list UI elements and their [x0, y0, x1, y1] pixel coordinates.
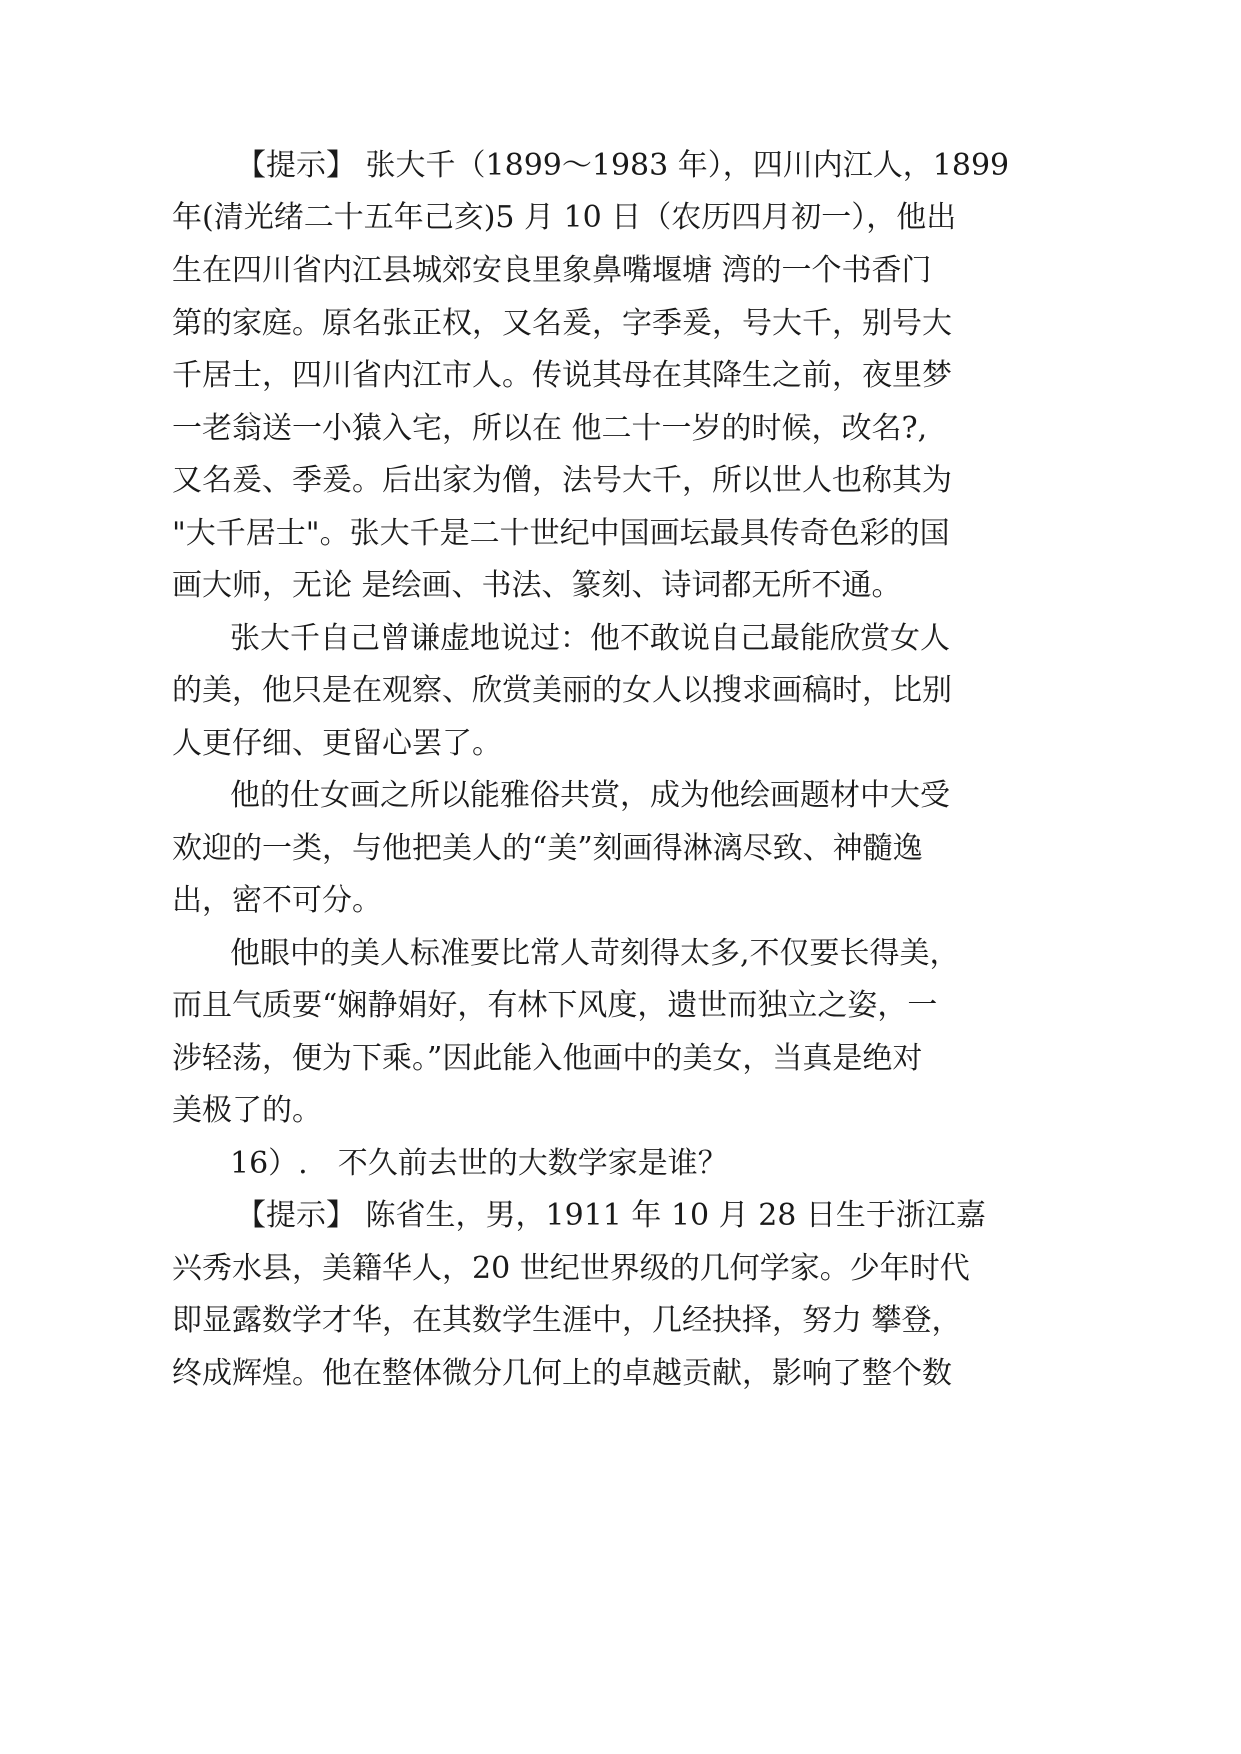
- text-line-23: 即显露数学才华，在其数学生涯中，几经抉择，努力 攀登，: [172, 1303, 962, 1338]
- text-line-17: 而且气质要“娴静娟好，有林下风度，遗世而独立之姿，一: [172, 988, 938, 1023]
- text-line-9: 画大师，无论 是绘画、书法、篆刻、诗词都无所不通。: [172, 568, 902, 603]
- text-line-2: 年(清光绪二十五年己亥)5 月 10 日（农历四月初一），他出: [172, 200, 957, 235]
- text-line-11: 的美，他只是在观察、欣赏美丽的女人以搜求画稿时，比别: [172, 673, 952, 708]
- text-line-18: 涉轻荡，便为下乘。”因此能入他画中的美女，当真是绝对: [172, 1041, 923, 1076]
- text-line-1: 【提示】 张大千（1899～1983 年），四川内江人，1899: [236, 148, 1010, 183]
- text-line-8: "大千居士"。张大千是二十世纪中国画坛最具传奇色彩的国: [172, 516, 950, 551]
- text-line-14: 欢迎的一类，与他把美人的“美”刻画得淋漓尽致、神髓逸: [172, 831, 923, 866]
- text-line-5: 千居士，四川省内江市人。传说其母在其降生之前，夜里梦: [172, 358, 952, 393]
- text-line-3: 生在四川省内江县城郊安良里象鼻嘴堰塘 湾的一个书香门: [172, 253, 932, 288]
- text-line-13: 他的仕女画之所以能雅俗共赏，成为他绘画题材中大受: [230, 778, 950, 813]
- text-line-21: 【提示】 陈省生，男，1911 年 10 月 28 日生于浙江嘉: [236, 1198, 986, 1233]
- text-line-4: 第的家庭。原名张正权，又名爰，字季爰，号大千，别号大: [172, 306, 952, 341]
- text-line-22: 兴秀水县，美籍华人，20 世纪世界级的几何学家。少年时代: [172, 1251, 970, 1286]
- text-line-12: 人更仔细、更留心罢了。: [172, 726, 502, 761]
- text-line-19: 美极了的。: [172, 1093, 322, 1128]
- text-line-16: 他眼中的美人标准要比常人苛刻得太多,不仅要长得美，: [230, 936, 960, 971]
- text-line-10: 张大千自己曾谦虚地说过：他不敢说自己最能欣赏女人: [230, 621, 950, 656]
- text-line-24: 终成辉煌。他在整体微分几何上的卓越贡献，影响了整个数: [172, 1356, 952, 1391]
- text-line-15: 出，密不可分。: [172, 883, 382, 918]
- text-line-7: 又名爰、季爰。后出家为僧，法号大千，所以世人也称其为: [172, 463, 952, 498]
- question-heading: 16）. 不久前去世的大数学家是谁？: [230, 1146, 728, 1181]
- text-line-6: 一老翁送一小猿入宅，所以在 他二十一岁的时候，改名?,: [172, 411, 928, 446]
